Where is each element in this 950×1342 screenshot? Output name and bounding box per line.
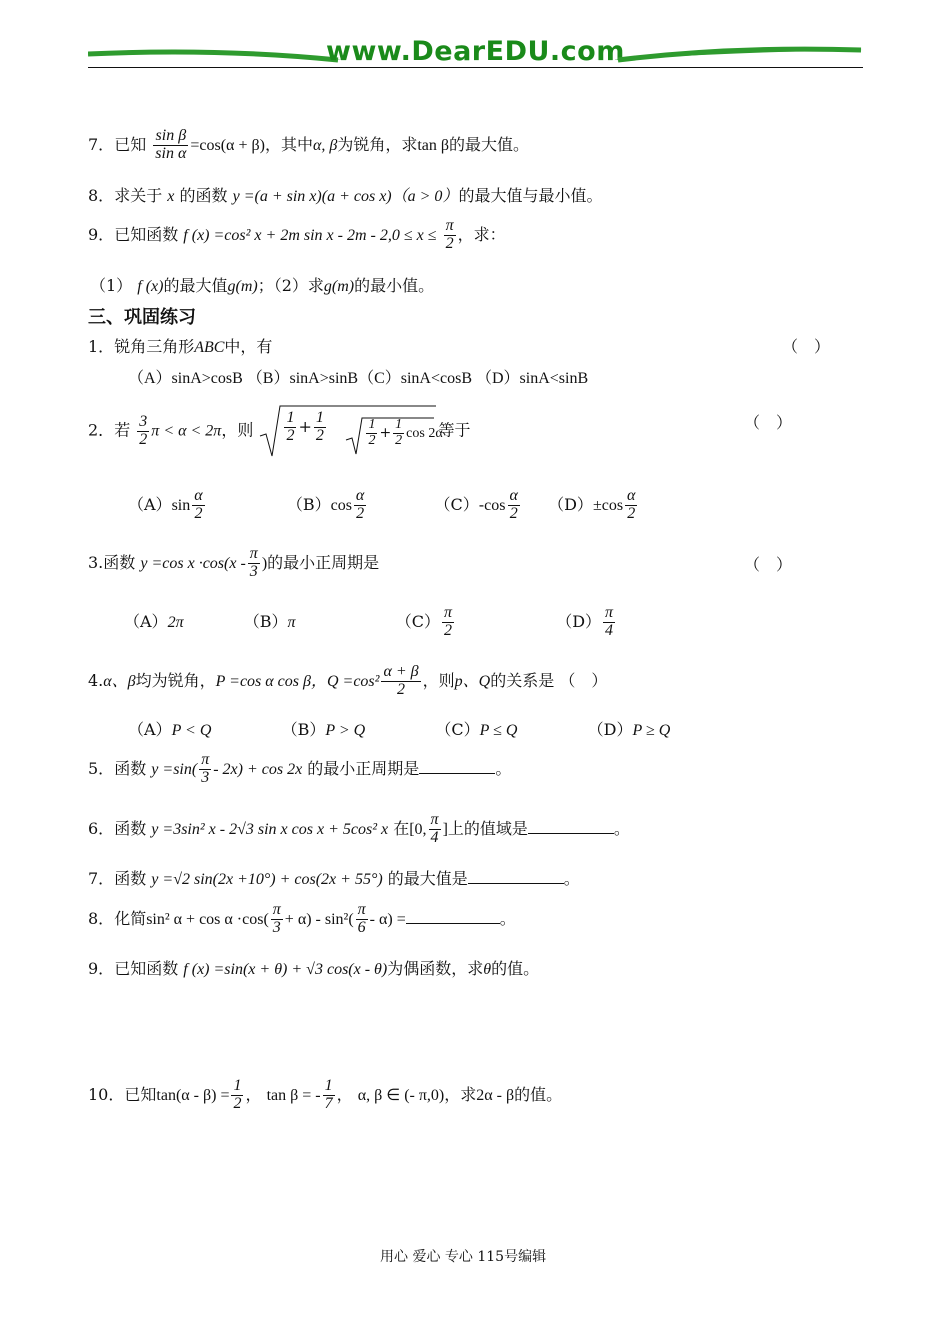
answer-blank[interactable] — [528, 819, 614, 834]
exercise-5: 5．函数 y =sin( $\frac{\pi}{3}$ - 2x) + cos 2x 的最小正周期是 。 — [88, 751, 512, 786]
page-footer: 用心 爱心 专心 115号编辑 — [380, 1249, 547, 1265]
nested-radical: $\frac{1}{2}$ + $\frac{1}{2}$ $\frac{1}{2}$ + $\frac{1}{2}$ cos 2α — [258, 404, 438, 458]
exercise-3-paren: （ ） — [744, 555, 793, 574]
exercise-3-options: （A）2π （B）π （C） $\frac{\pi}{2}$ （D） $\frac{\pi}{4}$ — [124, 604, 614, 639]
problem-9: 9．已知函数 f (x) =cos² x + 2m sin x - 2m - 2,0 ≤ x ≤ $\frac{\pi}{2}$ ，求： — [88, 217, 506, 252]
exercise-2-paren: （ ） — [744, 413, 793, 432]
exercise-9: 9．已知函数 f (x) =sin(x + θ) + √3 cos(x - θ)为偶函数，求θ的值。 — [88, 959, 540, 978]
answer-blank[interactable] — [468, 869, 564, 884]
exercise-3: 3.函数 y =cos x ·cos(x - $\frac{\pi}{3}$ )的最小正周期是 — [88, 545, 380, 580]
exercise-8: 8．化简sin² α + cos α ·cos( $\frac{\pi}{3}$ + α) - sin²( $\frac{\pi}{6}$ - α) = 。 — [88, 901, 516, 936]
header-rule — [88, 67, 863, 68]
exercise-1: 1．锐角三角形ABC中，有 — [88, 337, 273, 356]
swoosh-left-icon — [88, 40, 348, 70]
problem-8: 8．求关于 x 的函数 y =(a + sin x)(a + cos x)（a > 0）的最大值与最小值。 — [88, 186, 603, 205]
swoosh-right-icon — [613, 40, 863, 70]
exercise-6: 6．函数 y =3sin² x - 2√3 sin x cos x + 5cos² x 在[0, $\frac{\pi}{4}$ ]上的值域是 。 — [88, 811, 630, 846]
header-banner — [88, 34, 863, 70]
exercise-4: 4.α、β均为锐角，P =cos α cos β，Q =cos² $\frac{\alpha + \beta}{2}$ ，则p、Q的关系是 （ ） — [88, 663, 608, 698]
exercise-7: 7．函数 y =√2 sin(2x +10°) + cos(2x + 55°) 的最大值是 。 — [88, 869, 580, 888]
exercise-2: 2．若 $\frac{3}{2}$ π < α < 2π，则 $\frac{1}{2}$ + $\frac{1}{2}$ $\frac{1}{2}$ + $\frac{1}{2}$ cos 2α 等于 — [88, 404, 470, 458]
exercise-4-options: （A）P < Q （B）P > Q （C）P ≤ Q （D）P ≥ Q — [128, 720, 671, 739]
answer-blank[interactable] — [406, 909, 500, 924]
exercise-10: 10．已知tan(α - β) = $\frac{1}{2}$ ， tan β = - $\frac{1}{7}$ ， α, β ∈ (- π,0)，求2α - β的值。 — [88, 1077, 563, 1112]
problem-9-sub: （1） f (x)的最大值g(m)；（2）求g(m)的最小值。 — [90, 276, 435, 295]
site-title: www.DearEDU.com — [326, 36, 625, 67]
exercise-1-options: （A）sinA>cosB （B）sinA>sinB（C）sinA<cosB （D）sinA<sinB — [128, 370, 589, 387]
problem-7: 7．已知 $\frac{\text{sin β}}{\text{sin α}}$ =cos(α + β)，其中α, β为锐角，求tan β的最大值。 — [88, 127, 530, 162]
exercise-2-options: （A）sin $\frac{\alpha}{2}$ （B）cos $\frac{\alpha}{2}$ （C）-cos $\frac{\alpha}{2}$ （D）±cos $\frac{\alpha}{2}$ — [128, 487, 636, 522]
exercise-1-paren: （ ） — [782, 337, 831, 356]
section-title: 三、巩固练习 — [88, 307, 196, 328]
answer-blank[interactable] — [419, 759, 495, 774]
